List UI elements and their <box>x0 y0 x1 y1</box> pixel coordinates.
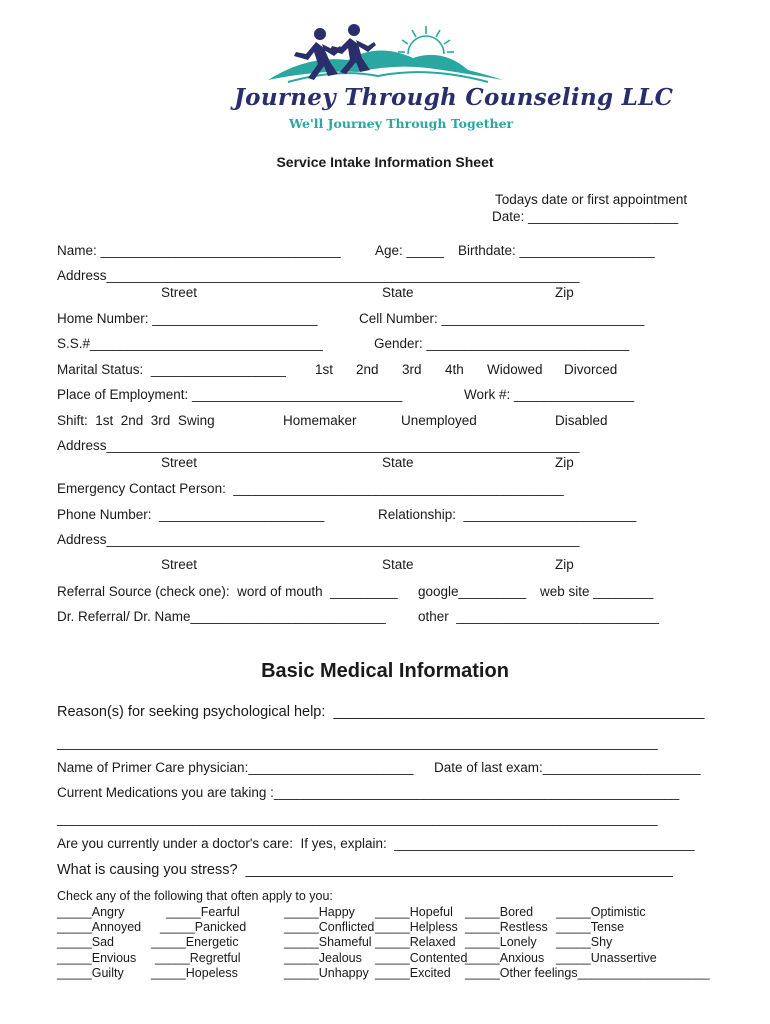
date-field[interactable]: Date: ____________________ <box>492 209 679 224</box>
feeling-option[interactable]: _____Unhappy <box>284 966 369 980</box>
feeling-option[interactable]: _____Shameful <box>284 935 372 949</box>
physician-field[interactable]: Name of Primer Care physician:______________________ <box>57 760 414 775</box>
feeling-option[interactable]: _____Guilty <box>57 966 124 980</box>
feeling-option[interactable]: _____Energetic <box>151 935 239 949</box>
home-number-field[interactable]: Home Number: ______________________ <box>57 311 318 326</box>
referral-word-of-mouth-field[interactable]: Referral Source (check one): word of mouth _________ <box>57 584 398 599</box>
doctor-care-field[interactable]: Are you currently under a doctor's care: If yes, explain: ________________________________________ <box>57 836 695 851</box>
medications-field[interactable]: Current Medications you are taking :______________________________________________________ <box>57 785 680 800</box>
homemaker-option[interactable]: Homemaker <box>283 413 357 428</box>
marital-option[interactable]: 2nd <box>356 362 379 377</box>
reasons-line-2[interactable]: ________________________________________________________________________________ <box>57 735 658 750</box>
referral-website-field[interactable]: web site ________ <box>540 584 654 599</box>
feeling-option[interactable]: _____Helpless <box>375 920 458 934</box>
reasons-field[interactable]: Reason(s) for seeking psychological help: ______________________________________________ <box>57 704 705 720</box>
marital-option[interactable]: Divorced <box>564 362 618 377</box>
marital-option[interactable]: Widowed <box>487 362 543 377</box>
feeling-option[interactable]: _____Lonely <box>465 935 537 949</box>
disabled-option[interactable]: Disabled <box>555 413 608 428</box>
check-intro: Check any of the following that often apply to you: <box>57 889 333 903</box>
feeling-option[interactable]: _____Regretful <box>155 951 241 965</box>
employer-address-field[interactable]: Address_______________________________________________________________ <box>57 438 580 453</box>
emergency-contact-field[interactable]: Emergency Contact Person: ____________________________________________ <box>57 481 564 496</box>
zip-label: Zip <box>555 285 574 300</box>
emergency-address-field[interactable]: Address_______________________________________________________________ <box>57 532 580 547</box>
referral-other-field[interactable]: other ___________________________ <box>418 609 659 624</box>
age-field[interactable]: Age: _____ <box>375 243 445 258</box>
gender-field[interactable]: Gender: ___________________________ <box>374 336 630 351</box>
name-field[interactable]: Name: ________________________________ <box>57 243 341 258</box>
marital-option[interactable]: 4th <box>445 362 464 377</box>
birthdate-field[interactable]: Birthdate: __________________ <box>458 243 655 258</box>
medical-heading: Basic Medical Information <box>261 660 509 682</box>
feeling-option[interactable]: _____Optimistic <box>556 905 646 919</box>
feeling-option[interactable]: _____Sad <box>57 935 115 949</box>
state-label: State <box>382 557 414 572</box>
feeling-option[interactable]: _____Contented <box>375 951 468 965</box>
unemployed-option[interactable]: Unemployed <box>401 413 477 428</box>
feeling-option[interactable]: _____Relaxed <box>375 935 456 949</box>
referral-google-field[interactable]: google_________ <box>418 584 527 599</box>
zip-label: Zip <box>555 557 574 572</box>
feeling-option[interactable]: _____Anxious <box>465 951 545 965</box>
marital-option[interactable]: 3rd <box>402 362 422 377</box>
shift-options[interactable]: Shift: 1st 2nd 3rd Swing <box>57 413 215 428</box>
feeling-option[interactable]: _____Hopeless <box>151 966 238 980</box>
company-name: Journey Through Counseling LLC <box>234 84 674 111</box>
feeling-option[interactable]: _____Jealous <box>284 951 362 965</box>
form-title: Service Intake Information Sheet <box>276 154 494 170</box>
medications-line-2[interactable]: ________________________________________________________________________________ <box>57 811 658 826</box>
todays-date-label: Todays date or first appointment <box>495 192 688 207</box>
feeling-option[interactable]: _____Conflicted <box>284 920 375 934</box>
marital-option[interactable]: 1st <box>315 362 334 377</box>
state-label: State <box>382 285 414 300</box>
zip-label: Zip <box>555 455 574 470</box>
feeling-option[interactable]: _____Angry <box>57 905 125 919</box>
marital-status-field[interactable]: Marital Status: __________________ <box>57 362 286 377</box>
phone-number-field[interactable]: Phone Number: ______________________ <box>57 507 325 522</box>
ssn-field[interactable]: S.S.#_______________________________ <box>57 336 323 351</box>
feeling-option[interactable]: _____Excited <box>375 966 451 980</box>
feeling-option[interactable]: _____Fearful <box>166 905 240 919</box>
address-field[interactable]: Address_______________________________________________________________ <box>57 268 580 283</box>
work-number-field[interactable]: Work #: ________________ <box>464 387 635 402</box>
feeling-option[interactable]: _____Hopeful <box>375 905 453 919</box>
feeling-option[interactable]: _____Annoyed <box>57 920 142 934</box>
feeling-option[interactable]: _____Tense <box>556 920 625 934</box>
cell-number-field[interactable]: Cell Number: ___________________________ <box>359 311 645 326</box>
feeling-option[interactable]: _____Bored <box>465 905 534 919</box>
feeling-option[interactable]: _____Unassertive <box>556 951 657 965</box>
last-exam-field[interactable]: Date of last exam:_____________________ <box>434 760 701 775</box>
feeling-option[interactable]: _____Envious <box>57 951 137 965</box>
feeling-option[interactable]: _____Other feelings___________________ <box>465 966 710 980</box>
feeling-option[interactable]: _____Happy <box>284 905 355 919</box>
street-label: Street <box>161 557 198 572</box>
place-of-employment-field[interactable]: Place of Employment: ____________________________ <box>57 387 403 402</box>
feeling-option[interactable]: _____Panicked <box>160 920 247 934</box>
stress-field[interactable]: What is causing you stress? _____________________________________________________ <box>57 862 673 878</box>
feeling-option[interactable]: _____Restless <box>465 920 548 934</box>
relationship-field[interactable]: Relationship: _______________________ <box>378 507 637 522</box>
feeling-option[interactable]: _____Shy <box>556 935 613 949</box>
street-label: Street <box>161 285 198 300</box>
street-label: Street <box>161 455 198 470</box>
company-tagline: We'll Journey Through Together <box>289 116 514 131</box>
dr-referral-field[interactable]: Dr. Referral/ Dr. Name__________________________ <box>57 609 386 624</box>
state-label: State <box>382 455 414 470</box>
